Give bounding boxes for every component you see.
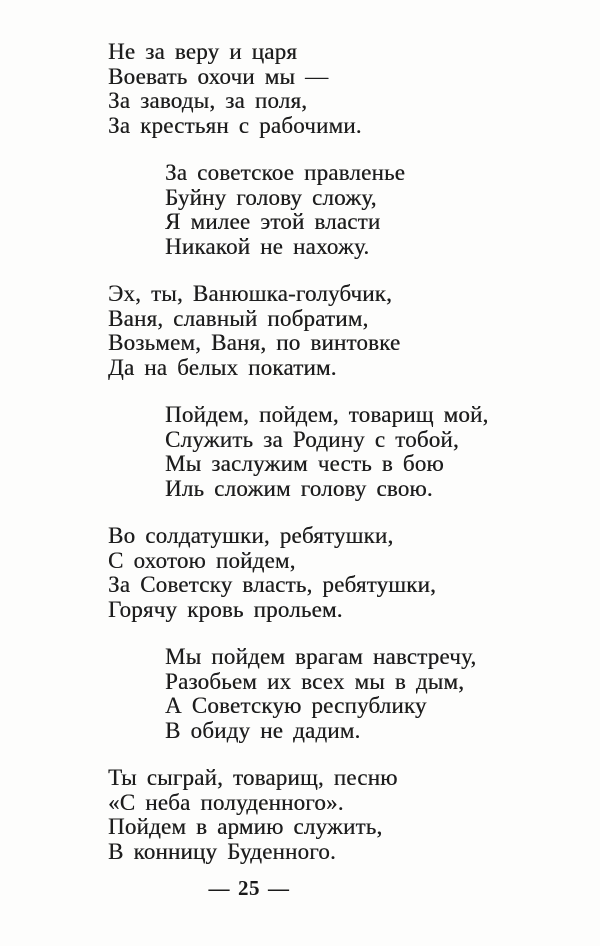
verse-line: Воевать охочи мы — bbox=[108, 63, 329, 89]
verse-line: Пойдем в армию служить, bbox=[108, 814, 383, 839]
verse-line: «С неба полуденного». bbox=[108, 789, 344, 815]
verse-line: Разобьем их всех мы в дым, bbox=[165, 668, 465, 694]
verse-line: Да на белых покатим. bbox=[108, 354, 337, 380]
verse-line: За заводы, за поля, bbox=[108, 88, 308, 113]
stanza bbox=[108, 524, 560, 622]
verse-line: Я милее этой власти bbox=[165, 209, 381, 234]
page-number: 25 bbox=[238, 876, 260, 900]
stanza bbox=[165, 403, 560, 501]
verse-line: Горячу кровь прольем. bbox=[108, 596, 343, 622]
verse-line: С охотою пойдем, bbox=[108, 547, 296, 573]
verse-line: Возьмем, Ваня, по винтовке bbox=[108, 330, 401, 355]
stanza bbox=[108, 40, 560, 138]
verse-line: Ты сыграй, товарищ, песню bbox=[108, 765, 398, 790]
verse-line: В обиду не дадим. bbox=[165, 717, 361, 743]
footer-right-dash: — bbox=[268, 876, 290, 900]
verse-line: За крестьян с рабочими. bbox=[108, 112, 362, 138]
verse-line: Ваня, славный побратим, bbox=[108, 305, 369, 331]
stanza bbox=[165, 161, 560, 259]
verse-line: В конницу Буденного. bbox=[108, 838, 336, 864]
footer-left-dash: — bbox=[208, 876, 230, 900]
verse-line: Мы пойдем врагам навстречу, bbox=[165, 644, 477, 669]
verse-line: А Советскую республику bbox=[165, 693, 427, 718]
verse-line: Не за веру и царя bbox=[108, 39, 298, 64]
page-number-footer bbox=[0, 876, 498, 901]
verse-line: Пойдем, пойдем, товарищ мой, bbox=[165, 402, 489, 427]
stanza bbox=[108, 766, 560, 864]
stanza bbox=[108, 282, 560, 380]
verse-line: Мы заслужим честь в бою bbox=[165, 451, 444, 476]
verse-line: За Советску власть, ребятушки, bbox=[108, 572, 436, 597]
verse-line: Во солдатушки, ребятушки, bbox=[108, 523, 394, 548]
verse-line: Буйну голову сложу, bbox=[165, 184, 377, 210]
stanza bbox=[165, 645, 560, 743]
verse-line: За советское правленье bbox=[165, 160, 406, 185]
verse-line: Служить за Родину с тобой, bbox=[165, 426, 459, 452]
verse-line: Никакой не нахожу. bbox=[165, 233, 370, 259]
poem-text-block bbox=[108, 40, 560, 887]
verse-line: Иль сложим голову свою. bbox=[165, 475, 433, 501]
verse-line: Эх, ты, Ванюшка-голубчик, bbox=[108, 281, 392, 306]
